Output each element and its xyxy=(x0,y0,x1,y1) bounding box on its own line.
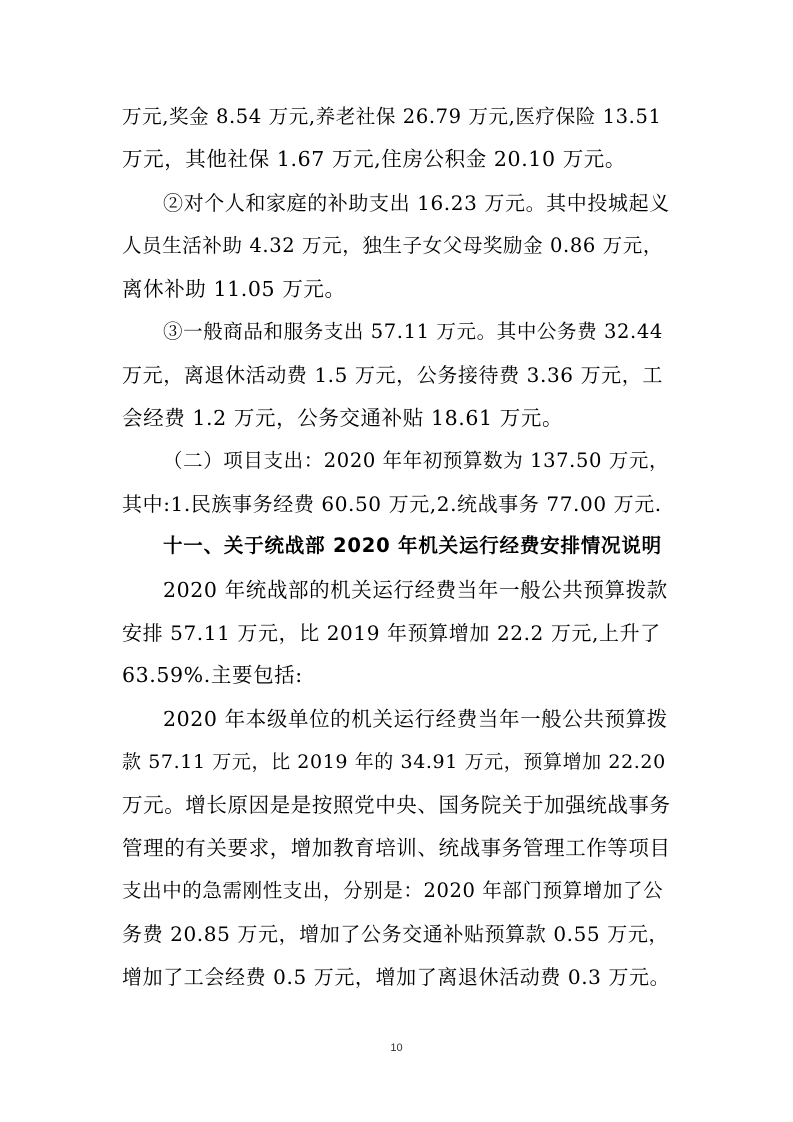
text-line: 款 57.11 万元，比 2019 年的 34.91 万元，预算增加 22.20 xyxy=(122,751,666,773)
text-line: 2020 年本级单位的机关运行经费当年一般公共预算拨 xyxy=(163,707,668,731)
section-heading: 十一、关于统战部 2020 年机关运行经费安排情况说明 xyxy=(163,534,662,557)
text-line: 人员生活补助 4.32 万元，独生子女父母奖励金 0.86 万元， xyxy=(122,234,663,257)
text-line: 务费 20.85 万元，增加了公务交通补贴预算款 0.55 万元， xyxy=(122,922,670,946)
page-number: 10 xyxy=(390,1042,403,1054)
text-line: 万元，离退休活动费 1.5 万元，公务接待费 3.36 万元，工 xyxy=(122,363,663,387)
text-line: （二）项目支出：2020 年年初预算数为 137.50 万元， xyxy=(163,449,670,472)
text-line: 增加了工会经费 0.5 万元，增加了离退休活动费 0.3 万元。 xyxy=(122,965,671,989)
text-line: 会经费 1.2 万元，公务交通补贴 18.61 万元。 xyxy=(122,406,564,430)
text-line: 支出中的急需刚性支出，分别是：2020 年部门预算增加了公 xyxy=(122,879,664,902)
text-line: 万元,奖金 8.54 万元,养老社保 26.79 万元,医疗保险 13.51 xyxy=(122,105,662,128)
text-line: 万元。增长原因是是按照党中央、国务院关于加强统战事务 xyxy=(122,793,671,817)
text-line: 离休补助 11.05 万元。 xyxy=(122,277,346,301)
text-line: 2020 年统战部的机关运行经费当年一般公共预算拨款 xyxy=(163,578,668,602)
text-line: ②对个人和家庭的补助支出 16.23 万元。其中投城起义 xyxy=(163,191,670,215)
text-line: 管理的有关要求，增加教育培训、统战事务管理工作等项目 xyxy=(122,836,671,860)
text-line: ③一般商品和服务支出 57.11 万元。其中公务费 32.44 xyxy=(163,320,663,343)
text-line: 万元，其他社保 1.67 万元,住房公积金 20.10 万元。 xyxy=(122,147,627,171)
text-line: 其中:1.民族事务经费 60.50 万元,2.统战事务 77.00 万元. xyxy=(122,492,662,516)
text-line: 安排 57.11 万元，比 2019 年预算增加 22.2 万元,上升了 xyxy=(122,621,661,645)
text-line: 63.59%.主要包括: xyxy=(122,663,303,687)
